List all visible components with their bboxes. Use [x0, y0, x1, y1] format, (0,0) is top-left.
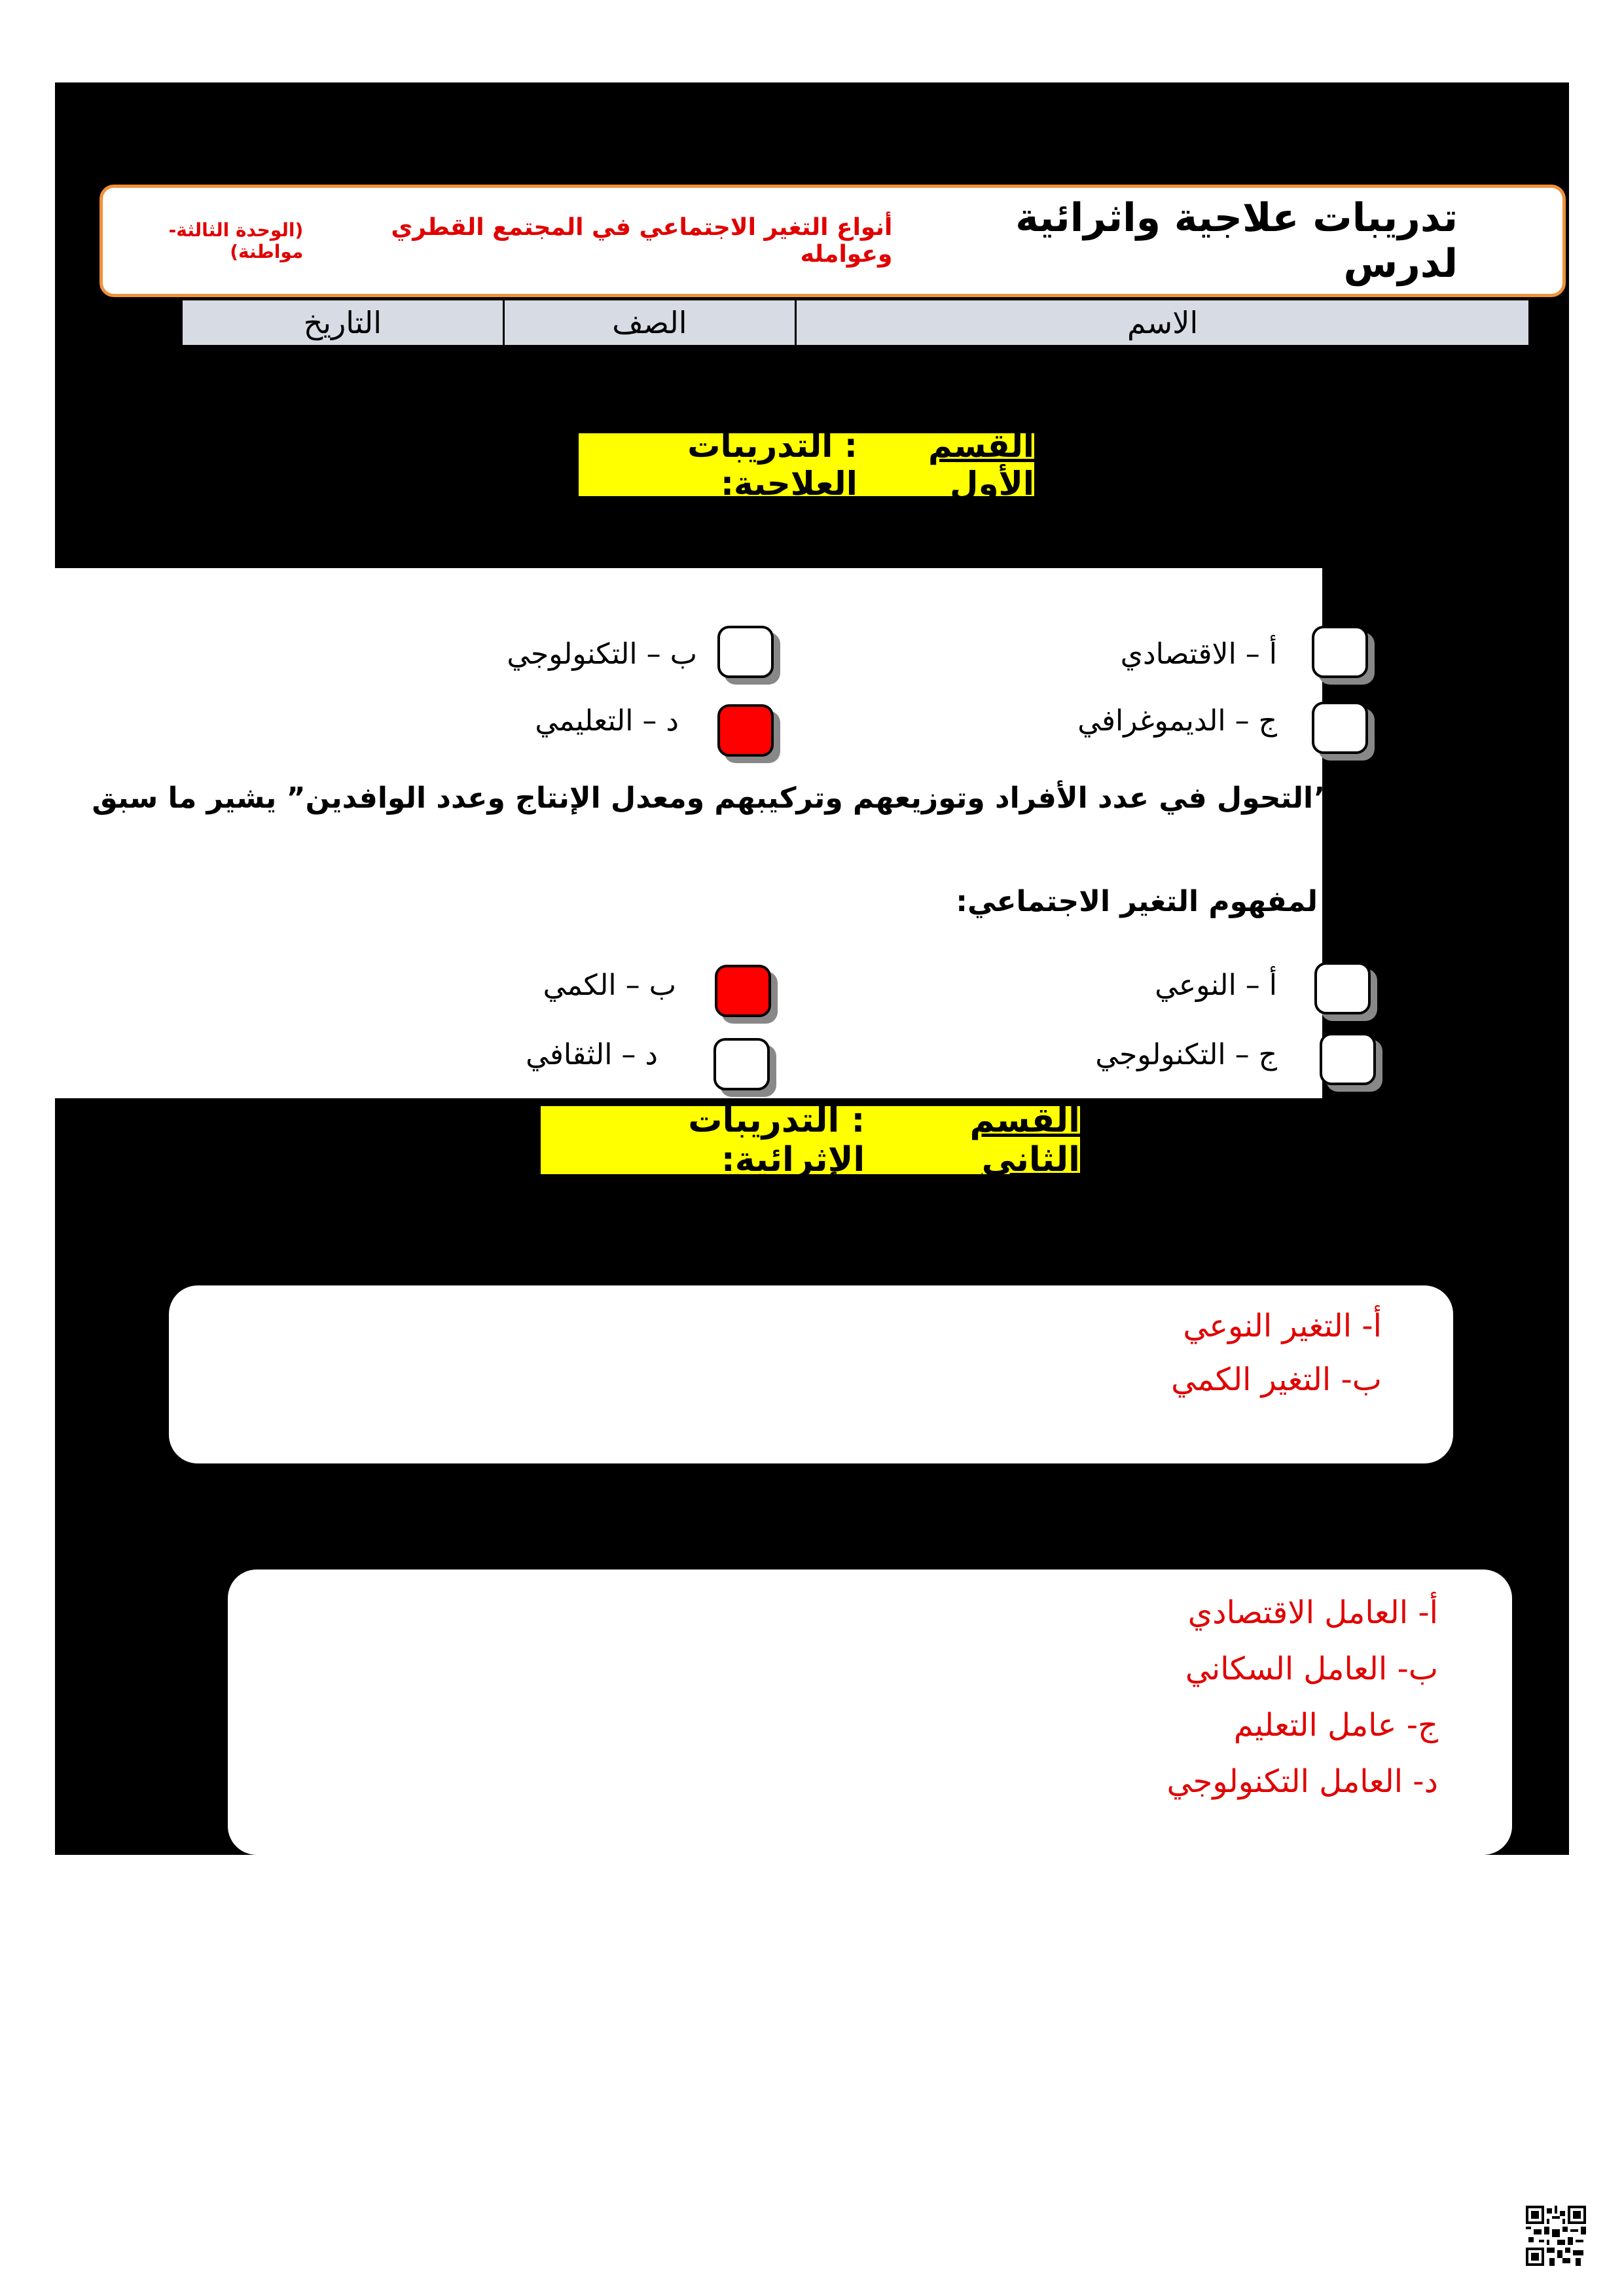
q1-option-c-checkbox[interactable]: [1312, 702, 1368, 754]
q1-option-b: ب – التكنولوجي: [507, 637, 697, 671]
answer-line: أ- التغير النوعي: [1183, 1308, 1382, 1344]
q2-text: ”التحول في عدد الأفراد وتوزيعهم وتركيبهم ومعدل الإنتاج وعدد الوافدين” يشير ما سبق: [92, 781, 1332, 815]
q2-number: 2.: [1345, 781, 1373, 815]
name-field[interactable]: الاسم: [795, 300, 1528, 345]
date-field[interactable]: التاريخ: [303, 305, 382, 340]
q2-option-a-checkbox[interactable]: [1314, 962, 1371, 1014]
page-title: تدريبات علاجية واثرائية لدرس: [1015, 195, 1458, 287]
q1-option-a: أ – الاقتصادي: [1120, 637, 1277, 671]
qr-code-icon: [1526, 2206, 1586, 2266]
q2-option-d: د – الثقافي: [526, 1038, 658, 1071]
answer-line: أ- العامل الاقتصادي: [1187, 1594, 1438, 1631]
lesson-title: أنواع التغير الاجتماعي في المجتمع القطري وعوامله: [391, 214, 893, 268]
answer-line: ب- التغير الكمي: [1171, 1361, 1382, 1398]
q2-option-c-checkbox[interactable]: [1320, 1033, 1376, 1085]
student-info-row: [181, 298, 1530, 347]
q2-option-b: ب – الكمي: [543, 969, 676, 1002]
title-banner: [99, 185, 1566, 297]
q2-text-continued: لمفهوم التغير الاجتماعي:: [956, 885, 1318, 918]
q1-option-b-checkbox[interactable]: [717, 626, 774, 678]
q1-option-c: ج – الديموغرافي: [1077, 704, 1277, 738]
class-field[interactable]: الصف: [503, 300, 795, 345]
q2-option-a: أ – النوعي: [1155, 969, 1277, 1002]
section1-title: القسم الأول : التدريبات العلاجية:: [579, 433, 1034, 496]
q2-option-c: ج – التكنولوجي: [1095, 1038, 1277, 1071]
answer-line: ب- العامل السكاني: [1185, 1651, 1438, 1687]
q2-option-d-checkbox[interactable]: [713, 1038, 770, 1090]
q2-option-b-checkbox[interactable]: [715, 965, 771, 1017]
q1-option-d: د – التعليمي: [535, 704, 679, 738]
answer-line: د- العامل التكنولوجي: [1166, 1763, 1438, 1800]
q1-option-a-checkbox[interactable]: [1312, 626, 1368, 678]
section2-title: القسم الثاني : التدريبات الإثرائية:: [541, 1106, 1080, 1174]
q1-option-d-checkbox[interactable]: [717, 704, 774, 757]
unit-label: (الوحدة الثالثة-مواطنة): [168, 219, 304, 262]
answer-line: ج- عامل التعليم: [1233, 1707, 1438, 1744]
